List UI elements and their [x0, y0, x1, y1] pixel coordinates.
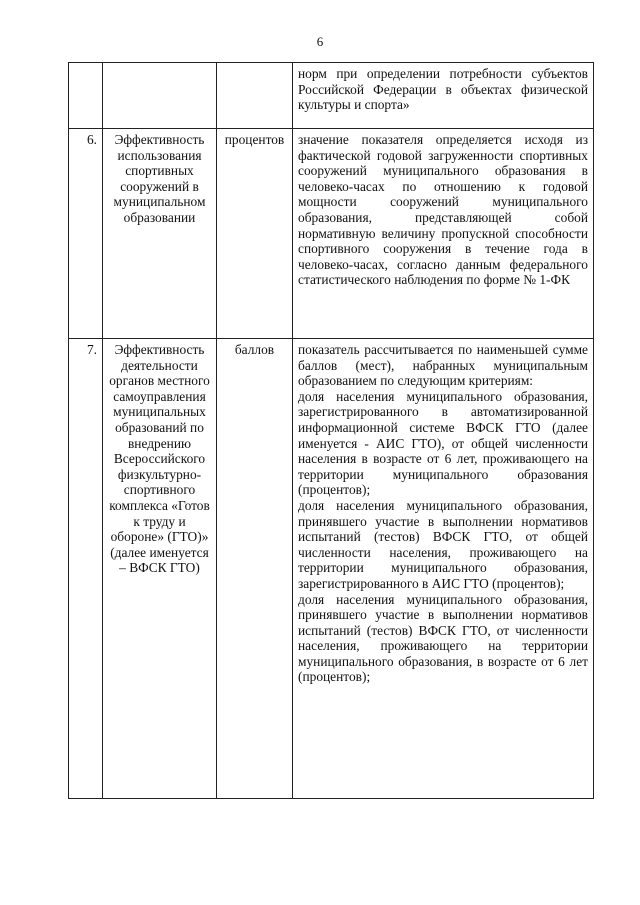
indicator-name-cell: Эффективность использования спортивных сооружений в муниципальном образовании: [103, 129, 217, 339]
unit-cell: [217, 63, 293, 129]
description-cell: [293, 129, 594, 339]
description-paragraph: норм при определении потребности субъектов Российской Федерации в объектах физической культуры и спорта»: [298, 66, 588, 113]
description-paragraph: показатель рассчитывается по наименьшей сумме баллов (мест), набранных муниципальным образованием по следующим критериям:: [298, 342, 588, 389]
unit-cell: баллов: [217, 339, 293, 799]
indicators-table: [68, 62, 594, 799]
description-paragraph: доля населения муниципального образования, зарегистрированного в автоматизированной информационной системе ВФСК ГТО (далее именуется - АИС ГТО), от общей численности населения в возрасте от 6 лет, проживающего на территории муниципального образования (процентов);: [298, 388, 588, 498]
table-row: [69, 129, 594, 339]
description-paragraph: доля населения муниципального образования, принявшего участие в выполнении нормативов испытаний (тестов) ВФСК ГТО, от общей численности населения, проживающего на территории муниципального образования, зарегистрированного в АИС ГТО (процентов);: [298, 497, 588, 591]
page-number: 6: [316, 34, 324, 49]
indicator-name-cell: Эффективность деятельности органов местного самоуправления муниципальных образований по внедрению Всероссийского физкультурно-спортивного комплекса «Готов к труду и обороне» (ГТО)» (далее именуется – ВФСК ГТО): [103, 339, 217, 799]
indicator-name-cell: [103, 63, 217, 129]
table-row: [69, 339, 594, 799]
row-number-cell: 7.: [69, 339, 103, 799]
description-cell: [293, 339, 594, 799]
description-cell: [293, 63, 594, 129]
table-row: [69, 63, 594, 129]
description-paragraph: доля населения муниципального образования, принявшего участие в выполнении нормативов испытаний (тестов) ВФСК ГТО, от численности населения, проживающего на территории муниципального образования, в возрасте от 6 лет (процентов);: [298, 591, 588, 685]
row-number-cell: 6.: [69, 129, 103, 339]
row-number-cell: [69, 63, 103, 129]
description-paragraph: значение показателя определяется исходя из фактической годовой загруженности спортивных сооружений муниципального образования в человеко-часах по отношению к годовой мощности сооружений муниципального образования, представляющей собой нормативную величину пропускной способности спортивного сооружения в течение года в человеко-часах, согласно данным федерального статистического наблюдения по форме № 1-ФК: [298, 132, 588, 288]
unit-cell: процентов: [217, 129, 293, 339]
